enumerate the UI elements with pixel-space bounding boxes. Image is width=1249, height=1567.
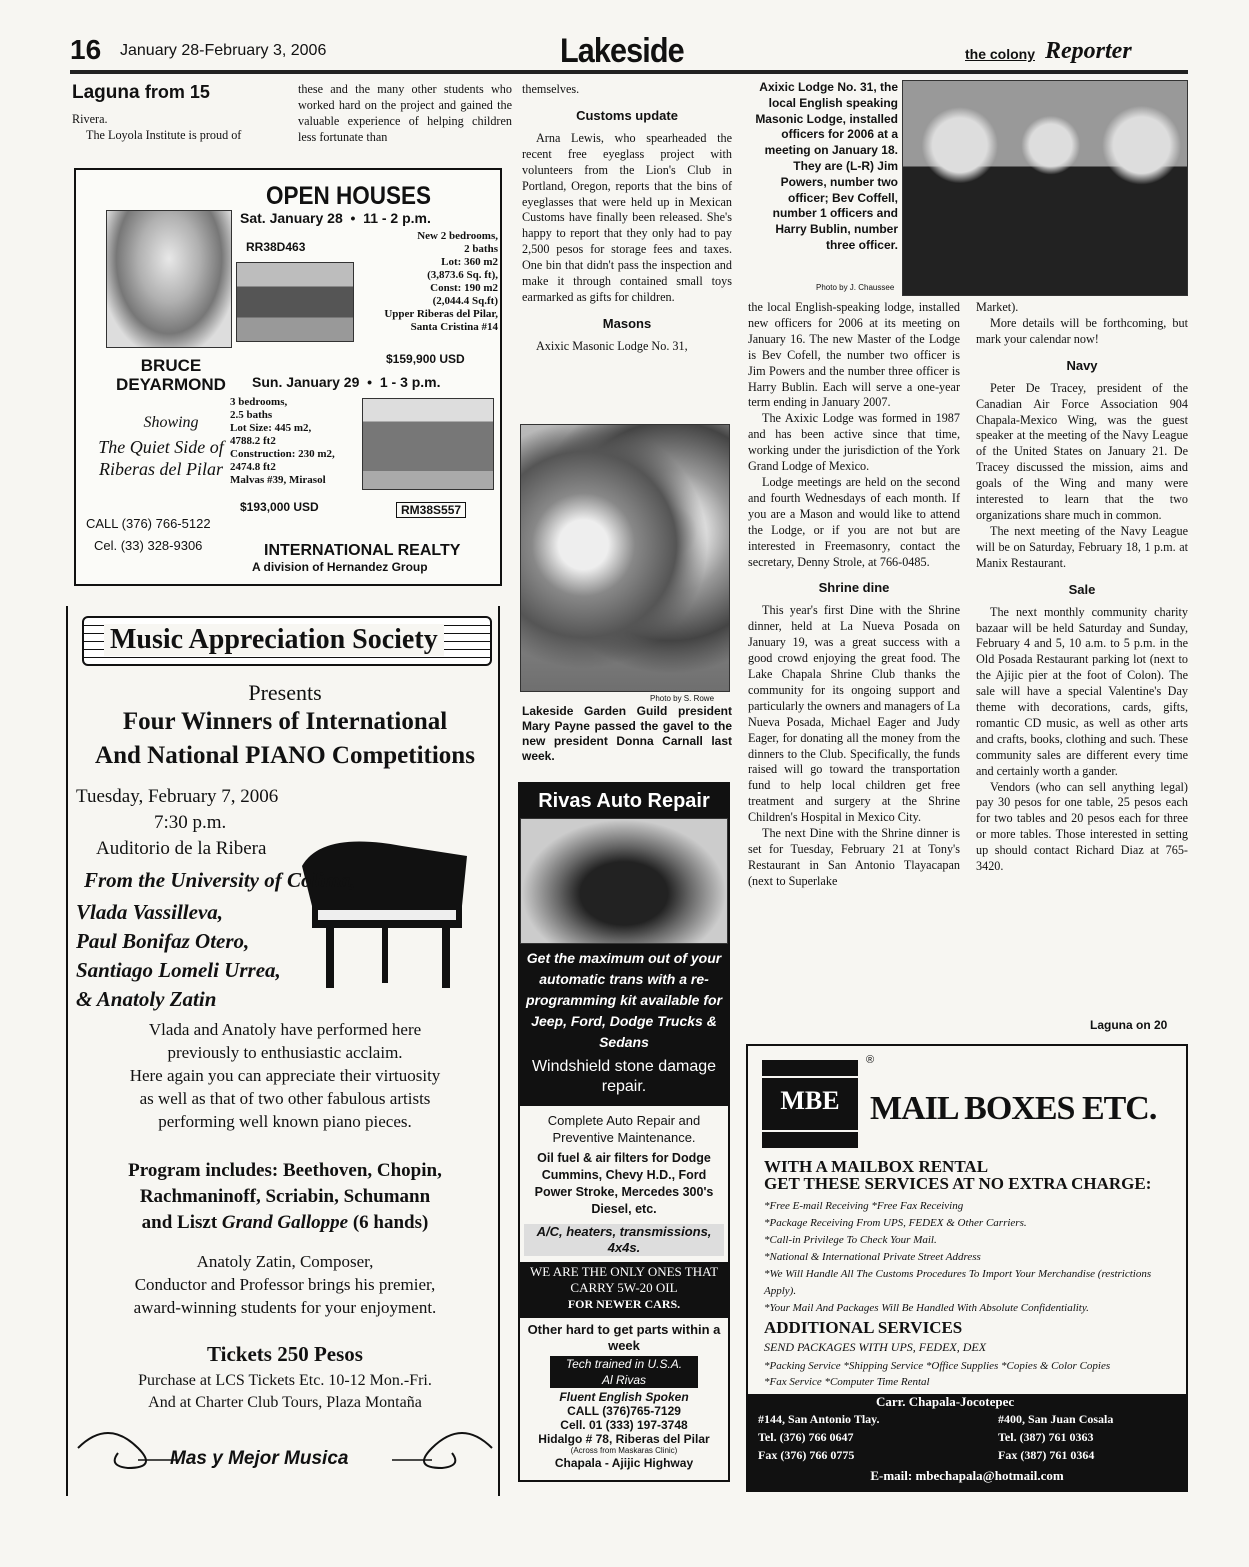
laguna-text-2: The Loyola Institute is proud of [86,127,242,142]
open-houses-ad [74,168,502,586]
navy-heading: Navy [1066,357,1098,373]
agent-call: CALL (376) 766-5122 [86,516,211,531]
music-flourish [68,1418,502,1478]
details-note: More details will be forthcoming, but mark your calendar now! [976,315,1188,346]
sat-code: RR38D463 [246,240,306,254]
laguna-heading: Laguna from 15 [72,82,210,103]
piano-image [282,826,472,996]
mbe-road: Carr. Chapala-Jocotepec [876,1394,1015,1409]
sat-details: New 2 bedrooms, 2 baths Lot: 360 m2 (3,873.6 Sq. ft), Const: 190 m2 (2,044.4 Sq.ft) Upper Riberas del Pilar, Santa Cristina #14 [384,230,498,333]
masons-heading: Masons [602,315,652,331]
realty-sub: A division of Hernandez Group [252,560,428,574]
mbe-additional: ADDITIONAL SERVICES [764,1318,963,1337]
customs-heading: Customs update [576,107,678,123]
music-title-2: And National PIANO Competitions [95,742,475,769]
masons-start: Axixic Masonic Lodge No. 31, [536,338,688,353]
agent-cel: Cel. (33) 328-9306 [94,538,203,553]
mbe-headline: WITH A MAILBOX RENTAL GET THESE SERVICES AT NO EXTRA CHARGE: [764,1157,1152,1193]
music-para-1: Vlada and Anatoly have performed here previously to enthusiastic acclaim. Here again you can appreciate their virtuosity as well as that of two other fabulous artists performing well known piano pieces. [129,1020,441,1131]
garden-caption: Lakeside Garden Guild president Mary Payne passed the gavel to the new president Donna Carnall last week. [522,704,732,763]
artist-4: & Anatoly Zatin [76,987,217,1011]
agent-name: BRUCE DEYARMOND [116,356,226,394]
shrine-p2: The next Dine with the Shrine dinner is set for Tuesday, February 21 at Tony's Restaurant in San Antonio Tlayacapan (next to Superlake [748,826,960,888]
showing-script: The Quiet Side of Riberas del Pilar [98,437,224,479]
rivas-promo: Get the maximum out of your automatic trans with a re-programming kit available for Jeep, Ford, Dodge Trucks & Sedans Windshield stone damage repair. [520,944,728,1106]
market-end: Market). [976,300,1019,314]
shrine-heading: Shrine dine [818,580,890,596]
showing-label: Showing [143,414,199,431]
music-artists [76,898,281,1014]
rivas-contact: Fluent English Spoken CALL (376)765-7129 Cell. 01 (333) 197-3748 Hidalgo # 78, Riberas del Pilar (Across from Maskaras Clinic) Chapala - Ajijic Highway [538,1390,710,1470]
axixic-caption: Axixic Lodge No. 31, the local English speaking Masonic Lodge, installed officers for 2006 at a meeting on January 18. They are (L-R) Jim Powers, number two officer; Bev Coffell, number 1 officers and Harry Bublin, number three officer. [755,80,898,252]
rivas-other: Other hard to get parts within a week [527,1322,721,1353]
paper-name: Reporter [1045,38,1132,64]
sat-price: $159,900 USD [386,352,465,366]
garden-guild-photo [520,424,730,692]
mbe-send: SEND PACKAGES WITH UPS, FEDEX, DEX [764,1340,987,1354]
rivas-oil: Oil fuel & air filters for Dodge Cummins, Chevy H.D., Ford Power Stroke, Mercedes 300's Diesel, etc. [534,1151,714,1216]
realty-name: INTERNATIONAL REALTY [264,542,461,559]
column-5 [976,300,1188,875]
paper-small: the colony [965,46,1036,62]
sun-house-photo [362,398,494,490]
garden-credit: Photo by S. Rowe [650,694,715,703]
page-header [70,34,1190,74]
music-ad [66,606,500,1496]
column-4 [748,300,960,890]
agent-photo [106,210,232,348]
music-presents: Presents [248,680,322,705]
registered-icon: ® [866,1054,875,1066]
music-time: 7:30 p.m. [154,812,227,833]
music-purchase: Purchase at LCS Tickets Etc. 10-12 Mon.-Fri. And at Charter Club Tours, Plaza Montaña [138,1372,432,1411]
jeep-photo [520,818,728,944]
mbe-name: MAIL BOXES ETC. [870,1090,1157,1127]
rivas-complete: Complete Auto Repair and Preventive Maintenance. [547,1113,701,1145]
rivas-ac: A/C, heaters, transmissions, 4x4s. [524,1224,724,1256]
laguna-text-3: these and the many other students who worked hard on the project and gained the valuable experience of helping children less fortunate than [298,82,512,144]
mbe-logo-text: MBE [780,1086,840,1115]
artist-3: Santiago Lomeli Urrea, [76,958,281,982]
laguna-jump: Laguna on 20 [1090,1018,1168,1032]
sat-line: Sat. January 28 • 11 - 2 p.m. [240,210,431,226]
mbe-logo [762,1060,858,1148]
music-banner-text: Music Appreciation Society [104,624,444,656]
music-program: Program includes: Beethoven, Chopin, Rachmaninoff, Scriabin, Schumann and Liszt Grand Galloppe (6 hands) [128,1160,442,1233]
mbe-extra: *Packing Service *Shipping Service *Office Supplies *Copies & Color Copies *Fax Service *Computer Time Rental [764,1360,1111,1388]
music-from: From the University of Colima, [84,868,356,892]
music-venue: Auditorio de la Ribera [96,838,267,859]
column-3 [522,82,732,355]
laguna-text-1: Rivera. [72,112,108,126]
music-banner [82,616,492,666]
navy-p1: Peter De Tracey, president of the Canadian Air Force Association 904 Chapala-Mexico Wing, was the guest speaker at the meeting of the Navy League of the United States on January 21. De Tracey discussed the mission, aims and goals of the Wing and many were interested to learn that the two organizations share much in common. [976,380,1188,522]
shrine-p1: This year's first Dine with the Shrine dinner, held at La Nueva Posada on January 19, was a great success with a good crowd enjoying the great food. The Lake Chapala Shrine Club thanks the community for its ongoing support and particularly the owners and managers of La Nueva Posada, Michael Eager and Judy Eager, for donating all the money from the dinners to the Club. Specifically, the funds raised will go toward the transportation fund to help local children get free treatment and surgery at the Shrine Children's Hospital in Mexico City. [748,603,960,825]
mbe-email: E-mail: mbechapala@hotmail.com [870,1468,1064,1483]
issue-date: January 28-February 3, 2006 [120,42,327,59]
sun-line: Sun. January 29 • 1 - 3 p.m. [252,374,441,390]
mbe-services: *Free E-mail Receiving *Free Fax Receiving *Package Receiving From UPS, FEDEX & Other Carriers. *Call-in Privilege To Check Your Mail. *National & International Private Street Address *We Will Handle All The Customs Procedures To Import Your Merchandise (restrictions Apply). *Your Mail And Packages Will Be Handled With Absolute Confidentiality. [764,1200,1152,1314]
header-rule [70,70,1188,74]
mbe-branch-1: #144, San Antonio Tlay. Tel. (376) 766 0647 Fax (376) 766 0775 [758,1412,880,1462]
sun-price: $193,000 USD [240,500,319,514]
piano-icon [282,826,472,996]
rivas-title: Rivas Auto Repair [520,784,728,818]
mbe-branch-2: #400, San Juan Cosala Tel. (387) 761 0363 Fax (387) 761 0364 [998,1412,1114,1462]
artist-1: Vlada Vassilleva, [76,900,224,924]
sale-heading: Sale [1068,581,1096,597]
rivas-ad [518,782,730,1482]
axixic-photo [902,80,1188,296]
sun-code: RM38S557 [396,502,466,518]
navy-p2: The next meeting of the Navy League will be on Saturday, February 18, 1 p.m. at Manix Restaurant. [976,523,1188,570]
sale-p1: The next monthly community charity bazaar will be held Saturday and Sunday, February 4 and 5, 10 a.m. to 5 p.m. in the Old Posada Restaurant parking lot (next to the Ajijic pier at the foot of Colon). The sale will have a special Valentine's Day theme with decorations, cards, gifts, romantic CD music, as well as other arts and crafts, books, clothing and such. These community sales are different every time and certainly worth a gander. [976,604,1188,778]
page-number: 16 [70,34,102,65]
axixic-p1: the local English-speaking lodge, installed new officers for 2006 at its meeting on January 16. The new Master of the Lodge is Bev Cofell, the number two officer is Jim Powers and the number three officer is Harry Bublin. Each will serve a one-year term ending in January 2007. [748,300,960,410]
axixic-credit: Photo by J. Chaussee [816,283,895,292]
artist-2: Paul Bonifaz Otero, [76,929,250,953]
mbe-contact [748,1394,1186,1490]
sat-house-photo [236,262,354,342]
axixic-p2: The Axixic Lodge was formed in 1987 and has been active since that time, working under the jurisdiction of the York Grand Lodge of Mexico. [748,411,960,474]
music-tickets: Tickets 250 Pesos [207,1342,363,1366]
rivas-tech: Tech trained in U.S.A. Al Rivas [550,1356,698,1388]
open-houses-title: OPEN HOUSES [266,182,432,210]
axixic-p3: Lodge meetings are held on the second and fourth Wednesdays of each month. If you are a Mason and would like to attend the Lodge, or if you are not but are interested in Freemasonry, contact the secretary, Denny Strole, at 766-0485. [748,474,960,569]
music-para-2: Anatoly Zatin, Composer, Conductor and Professor brings his premier, award-winning students for your enjoyment. [133,1252,437,1317]
sale-p2: Vendors (who can sell anything legal) pay 30 pesos for one table, 25 pesos each for two tables and 20 pesos each for three or more tables. Those interested in setting up should contact Richard Diaz at 765-3420. [976,779,1188,874]
mbe-ad [746,1044,1188,1492]
section-title: Lakeside [560,32,684,70]
music-footer: Mas y Mejor Musica [170,1448,349,1469]
laguna-end: themselves. [522,82,580,96]
sun-details: 3 bedrooms, 2.5 baths Lot Size: 445 m2, 4788.2 ft2 Construction: 230 m2, 2474.8 ft2 Malvas #39, Mirasol [230,396,335,486]
music-title-1: Four Winners of International [122,708,448,735]
music-date: Tuesday, February 7, 2006 [76,786,279,807]
rivas-only-ones: WE ARE THE ONLY ONES THAT CARRY 5W-20 OIL FOR NEWER CARS. [520,1262,728,1318]
customs-text: Arna Lewis, who spearheaded the recent free eyeglass project with volunteers from the Lion's Club in Portland, Oregon, reports that the bins of eyeglasses that were held up in Mexican Customs have finally been released. She's happy to report that they only had to pay 2,500 pesos for storage fees and taxes. One bin that didn't pass the inspection and make it through contained small toys earmarked as gifts for children. [522,130,732,304]
